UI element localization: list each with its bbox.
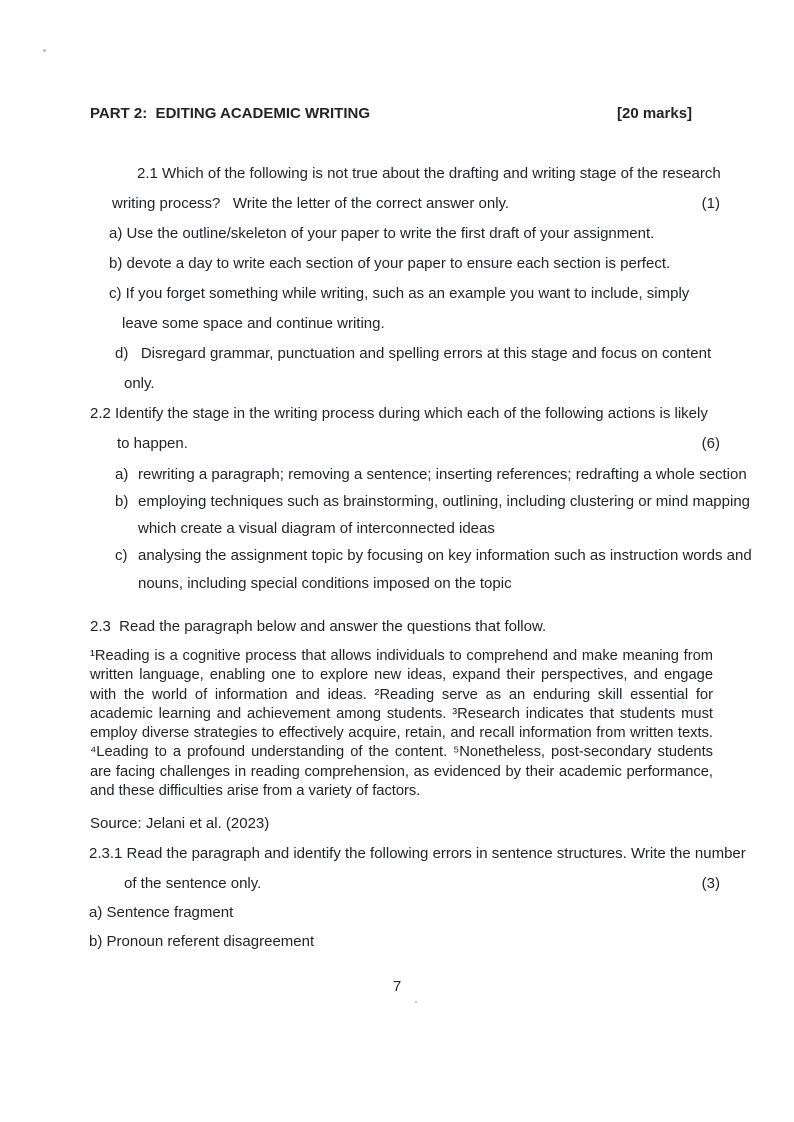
q2-2-marks: (6) <box>701 435 720 452</box>
q2-2-item-a-marker: a) <box>115 466 129 483</box>
q2-3-1-item-a: a) Sentence fragment <box>89 904 234 921</box>
q2-1-option-b: b) devote a day to write each section of your paper to ensure each section is perfect. <box>109 255 671 272</box>
q2-1-intro-line2: writing process? Write the letter of the correct answer only. <box>112 195 510 212</box>
q2-2-item-b-text-line1: employing techniques such as brainstorming, outlining, including clustering or mind mapping <box>138 493 751 510</box>
q2-1-option-d-line2: only. <box>124 375 155 392</box>
q2-3-1-marks: (3) <box>701 875 720 892</box>
q2-2-item-c <box>115 546 752 566</box>
q2-3-1-item-b: b) Pronoun referent disagreement <box>89 933 315 950</box>
q2-2-item-b-marker: b) <box>115 493 129 510</box>
page-number: 7 <box>392 978 402 995</box>
q2-3-intro: 2.3 Read the paragraph below and answer the questions that follow. <box>90 618 547 635</box>
q2-2-item-b <box>115 492 750 512</box>
q2-2-item-c-text-line2: nouns, including special conditions imposed on the topic <box>138 575 512 592</box>
section-title: PART 2: EDITING ACADEMIC WRITING <box>90 105 370 122</box>
reading-paragraph: ¹Reading is a cognitive process that allows individuals to comprehend and make meaning from written language, enabling one to explore new ideas, expand their perspectives, and engage with the world of information and ideas. ²Reading serve as an enduring skill essential for academic learning and achievement among students. ³Research indicates that students must employ diverse strategies to effectively acquire, retain, and recall information from written texts. ⁴Leading to a profound understanding of the content. ⁵Nonetheless, post-secondary students are facing challenges in reading comprehension, as evidenced by their academic performance, and these difficulties arise from a variety of factors. <box>90 648 713 800</box>
q2-1-option-d-line1: d) Disregard grammar, punctuation and spelling errors at this stage and focus on content <box>115 345 712 362</box>
q2-2-intro-line2: to happen. <box>117 435 188 452</box>
q2-2-intro-line1: 2.2 Identify the stage in the writing process during which each of the following actions is likely <box>90 405 708 422</box>
q2-3-1-intro-line1: 2.3.1 Read the paragraph and identify the following errors in sentence structures. Write the number <box>89 845 746 862</box>
q2-3-1-intro-line2: of the sentence only. <box>124 875 262 892</box>
q2-2-item-a <box>115 465 747 485</box>
q2-2-item-c-marker: c) <box>115 547 128 564</box>
q2-2-item-b-text-line2: which create a visual diagram of interconnected ideas <box>138 520 495 537</box>
q2-1-marks: (1) <box>701 195 720 212</box>
q2-1-intro-line1: 2.1 Which of the following is not true about the drafting and writing stage of the research <box>137 165 721 182</box>
scan-speck <box>43 49 46 52</box>
q2-2-item-c-text-line1: analysing the assignment topic by focusing on key information such as instruction words and <box>138 547 752 564</box>
paragraph-source: Source: Jelani et al. (2023) <box>90 815 270 832</box>
section-marks: [20 marks] <box>617 105 693 122</box>
q2-1-option-c-line1: c) If you forget something while writing, such as an example you want to include, simply <box>109 285 690 302</box>
q2-1-option-c-line2: leave some space and continue writing. <box>122 315 385 332</box>
q2-2-item-a-text: rewriting a paragraph; removing a sentence; inserting references; redrafting a whole section <box>138 466 747 483</box>
scan-speck <box>415 1001 417 1003</box>
q2-1-option-a: a) Use the outline/skeleton of your paper to write the first draft of your assignment. <box>109 225 655 242</box>
